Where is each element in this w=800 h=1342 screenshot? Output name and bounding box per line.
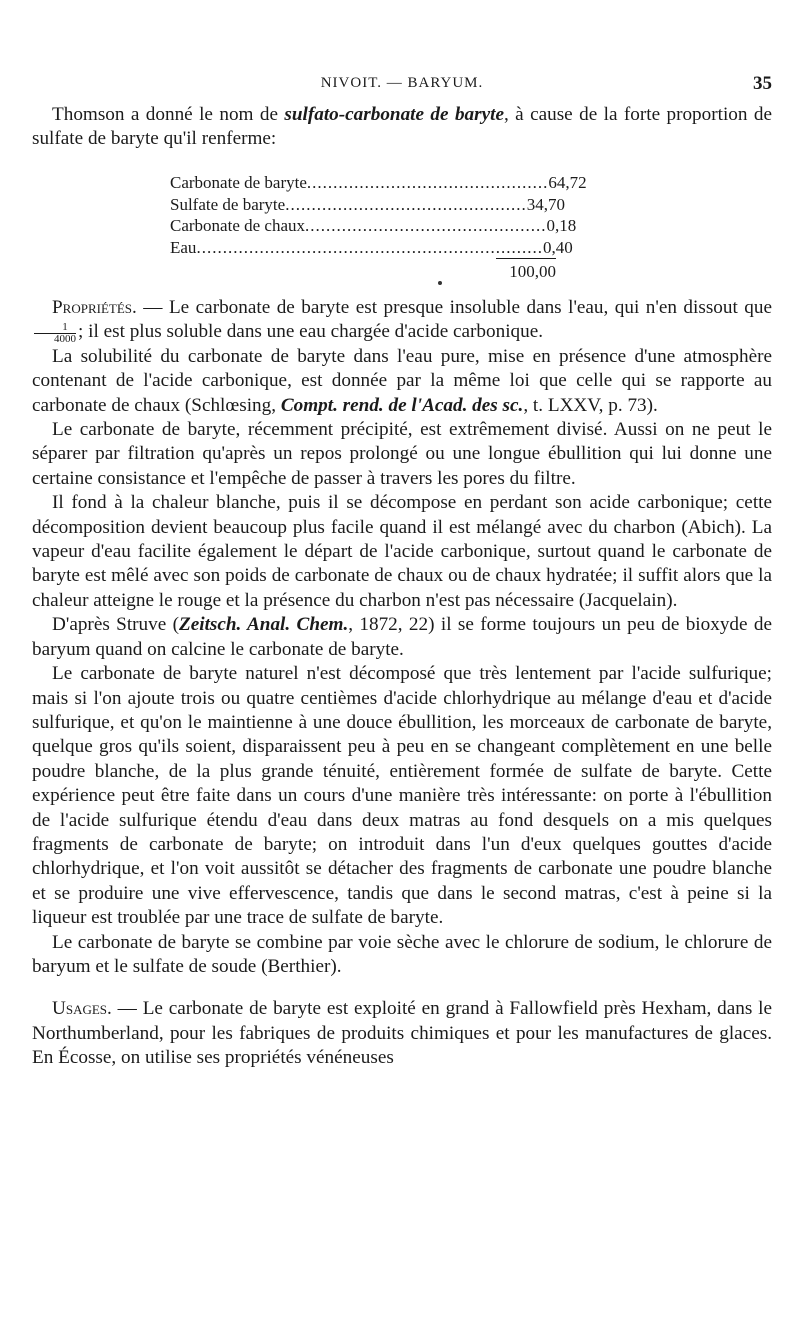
component-value: 34,70 [526,194,565,214]
running-header [32,73,772,97]
section-heading-proprietes: Propriétés. [52,297,137,318]
composition-total: 100,00 [496,258,556,283]
proprietes-text-start: — Le carbonate de baryte est presque insoluble dans l'eau, qui n'en dissout que [136,297,772,318]
composition-row: Carbonate de chaux .............................................. 0,18 [170,216,577,235]
intro-text-start: Thomson a donné le nom de [52,104,285,125]
paragraph-naturel: Le carbonate de baryte naturel n'est décomposé que très lentement par l'acide sulfurique; mais si l'on ajoute trois ou quatre centièmes d'acide chlorhydrique au mélange d'eau et d'acide sulfurique, et qu'on le maintienne à une douce ébullition, les morceaux de carbonate de baryte, quelque gros qu'ils soient, disparaissent peu à peu en se changeant complètement en une belle poudre blanche, de la plus grande ténuité, entièrement formée de sulfate de baryte. Cette expérience peut être faite dans un cours d'une manière très intéressante: on porte à l'ébullition de l'acide sulfurique étendu d'eau dans deux matras au fond desquels on a mis quelques fragments de carbonate de baryte; on introduit dans l'un d'eux quelques gouttes d'acide chlorhydrique, et l'on voit aussitôt se détacher des fragments de carbonate une poudre blanche et se produire une vive effervescence, tandis que dans le second matras, c'est à peine si la liqueur est troublée par une trace de sulfate de baryte. [32,663,772,929]
paragraph-proprietes [32,296,772,345]
component-name: Carbonate de baryte [170,173,307,192]
paragraph-sodium: Le carbonate de baryte se combine par voie sèche avec le chlorure de sodium, le chlorure de baryum et le sulfate de soude (Berthier). [32,931,772,977]
paragraph-usages: Usages. — Le carbonate de baryte est exploité en grand à Fallowfield près Hexham, dans le Northumberland, pour les fabriques de produits chimiques et pour les manufactures de glaces. En Écosse, on utilise ses propriétés vénéneuses [32,998,772,1069]
component-name: Carbonate de chaux [170,216,305,235]
component-name: Eau [170,237,197,257]
running-title: NIVOIT. — BARYUM. [320,75,484,91]
composition-table [170,172,587,283]
separator-dot [438,281,442,285]
composition-row: Eau .................................................................. 0,40 [170,237,573,257]
intro-text-end: , à cause de la forte proportion de sulfate de baryte qu'il renferme: [32,104,772,150]
paragraph-precipite: Le carbonate de baryte, récemment précipité, est extrêmement divisé. Aussi on ne peut le séparer par filtration qu'après un repos prolongé ou une longue ébullition qui lui donne une certaine consistance et l'empêche de passer à travers les pores du filtre. [32,419,772,489]
intro-paragraph [32,103,772,152]
composition-row: Carbonate de baryte .............................................. 64,72 [170,173,587,192]
section-heading-usages: Usages. [52,998,112,1020]
composition-row: Sulfate de baryte .............................................. 34,70 [170,194,565,214]
component-value: 64,72 [548,173,587,192]
solubility-fraction: $\frac{1}{4000}$ [34,322,76,345]
mineral-name: sulfato-carbonate de baryte [284,104,504,125]
component-value: 0,18 [546,216,577,235]
reference-compt-rend: Compt. rend. de l'Acad. des sc. [280,394,524,416]
paragraph-solubilite: La solubilité du carbonate de baryte dans l'eau pure, mise en présence d'une atmosphère contenant de l'acide carbonique, est donnée par la même loi que celle qui se rapporte au carbonate de chaux (Schlœsing, Compt. rend. de l'Acad. des sc., t. LXXV, p. 73). [32,345,772,416]
paragraph-chaleur: Il fond à la chaleur blanche, puis il se décompose en perdant son acide carbonique; cette décomposition devient beaucoup plus facile quand il est mélangé avec du charbon (Abich). La vapeur d'eau facilite également le départ de l'acide carbonique, surtout quand le carbonate de baryte est mêlé avec son poids de carbonate de chaux ou de chaux hydratée; il suffit alors que la chaleur atteigne le rouge et la présence du charbon n'est pas nécessaire (Jacquelain). [32,492,772,611]
main-text [32,296,772,1071]
proprietes-text-end: ; il est plus soluble dans une eau chargée d'acide carbonique. [78,321,544,343]
paragraph-struve: D'après Struve (Zeitsch. Anal. Chem., 1872, 22) il se forme toujours un peu de bioxyde de baryum quand on calcine le carbonate de baryte. [32,614,772,660]
page-number: 35 [753,73,772,94]
reference-zeitsch: Zeitsch. Anal. Chem. [179,614,349,636]
component-name: Sulfate de baryte [170,194,286,214]
component-value: 0,40 [542,237,573,257]
